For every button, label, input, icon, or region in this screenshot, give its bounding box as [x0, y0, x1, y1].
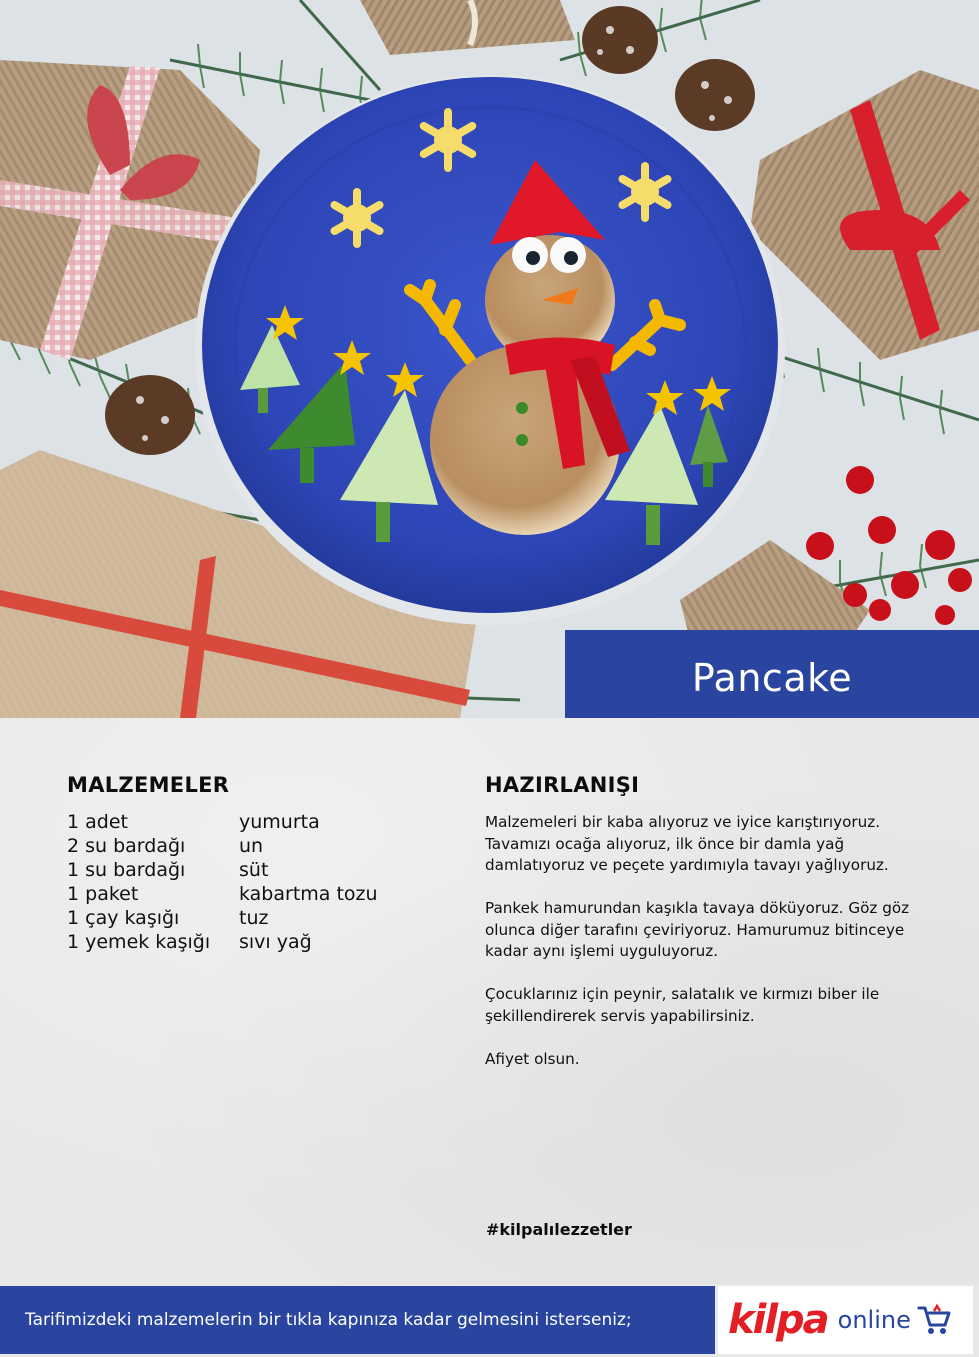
ingredient-quantity: 2 su bardağı [67, 835, 186, 857]
preparation-paragraph: Afiyet olsun. [485, 1049, 580, 1068]
preparation-paragraph: Pankek hamurundan kaşıkla tavaya döküyoruz. Göz göz olunca diğer tarafını çeviriyoruz. Hamurumuz bitinceye kadar aynı işlemi uyguluyoruz. [485, 899, 910, 960]
logo-suffix: online [837, 1306, 911, 1334]
hashtag: #kilpalılezzetler [486, 1220, 632, 1239]
ingredient-name: süt [239, 859, 269, 881]
footer-arrow-notch [697, 1310, 709, 1334]
footer-cta-bar[interactable] [0, 1286, 715, 1354]
kilpa-online-logo[interactable] [718, 1286, 973, 1354]
ingredient-row [67, 906, 427, 930]
ingredient-name: yumurta [239, 811, 320, 833]
ingredient-row [67, 930, 427, 954]
ingredient-name: kabartma tozu [239, 883, 378, 905]
ingredient-name: un [239, 835, 264, 857]
recipe-title-banner [565, 630, 979, 726]
ingredient-quantity: 1 paket [67, 883, 139, 905]
ingredient-name: tuz [239, 907, 269, 929]
ingredient-row [67, 858, 427, 882]
ingredient-quantity: 1 yemek kaşığı [67, 931, 211, 953]
logo-brand: kilpa [728, 1297, 828, 1343]
ingredient-row [67, 810, 427, 834]
ingredient-quantity: 1 adet [67, 811, 128, 833]
preparation-heading: HAZIRLANIŞI [485, 773, 640, 797]
ingredients-heading: MALZEMELER [67, 773, 230, 797]
ingredient-name: sıvı yağ [239, 931, 312, 953]
preparation-steps [485, 812, 940, 1092]
preparation-paragraph: Malzemeleri bir kaba alıyoruz ve iyice karıştırıyoruz. Tavamızı ocağa alıyoruz, ilk önce bir damla yağ damlatıyoruz ve peçete yardımıyla tavayı yağlıyoruz. [485, 813, 889, 874]
ingredients-list [67, 810, 427, 954]
recipe-title: Pancake [691, 656, 853, 700]
preparation-paragraph: Çocuklarınız için peynir, salatalık ve kırmızı biber ile şekillendirerek servis yapabilirsiniz. [485, 985, 880, 1025]
shopping-cart-icon [917, 1303, 951, 1337]
ingredient-row [67, 882, 427, 906]
ingredient-row [67, 834, 427, 858]
ingredient-quantity: 1 su bardağı [67, 859, 186, 881]
ingredient-quantity: 1 çay kaşığı [67, 907, 180, 929]
footer-cta-text: Tarifimizdeki malzemelerin bir tıkla kapınıza kadar gelmesini isterseniz; [25, 1310, 632, 1330]
